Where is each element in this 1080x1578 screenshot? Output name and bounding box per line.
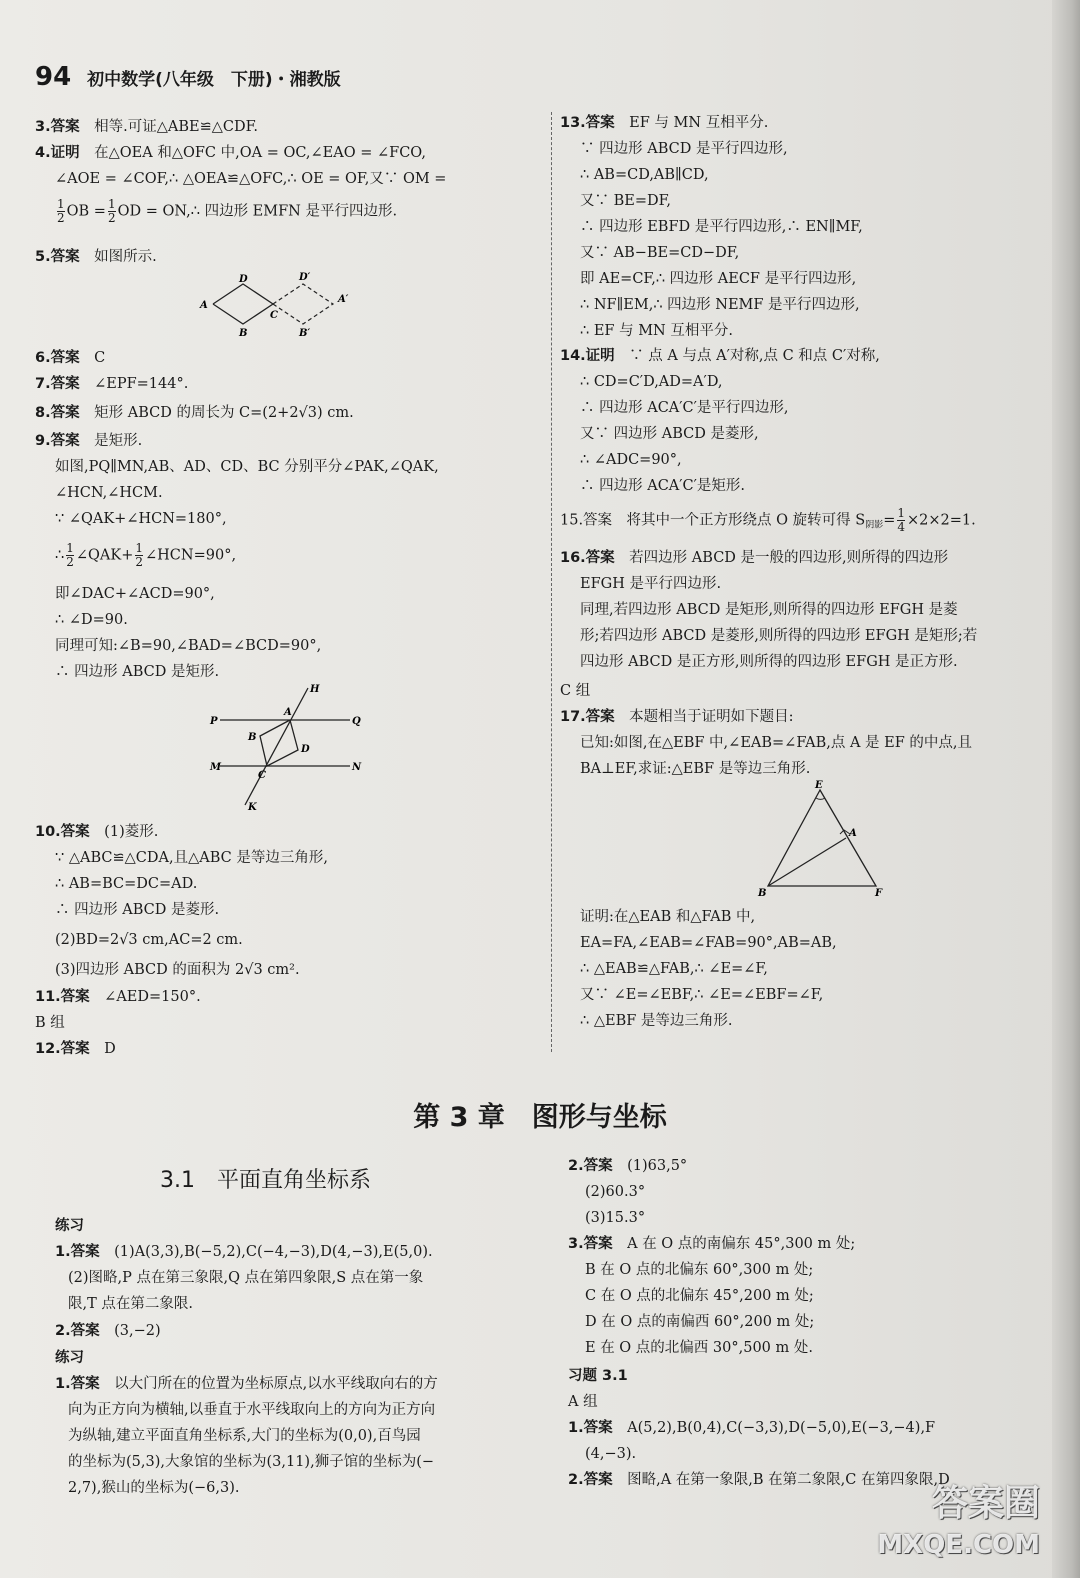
book-spine-shadow: [1052, 0, 1080, 1578]
answer-line: 证明:在△EAB 和△FAB 中,: [580, 909, 756, 925]
answer-line: 14.证明 ∵ 点 A 与点 A′对称,点 C 和点 C′对称,: [560, 348, 880, 364]
answer-line: 形;若四边形 ABCD 是菱形,则所得的四边形 EFGH 是矩形;若: [580, 628, 978, 644]
page-header: [35, 62, 341, 92]
answer-line: ∴ 四边形 EBFD 是平行四边形,∴ EN∥MF,: [580, 219, 863, 235]
answer-line: (2)图略,P 点在第三象限,Q 点在第四象限,S 点在第一象: [68, 1270, 424, 1286]
fig9-label: K: [248, 802, 257, 813]
fraction-line: $\frac{1}{2}$ OB = $\frac{1}{2}$ OD = ON,∴ 四边形 EMFN 是平行四边形.: [57, 197, 398, 225]
answer-line: B 在 O 点的北偏东 60°,300 m 处;: [585, 1262, 814, 1278]
answer-line: ∴ 四边形 ACA′C′是矩形.: [580, 478, 746, 494]
watermark-url: MXQE.COM: [877, 1530, 1040, 1560]
answer-line: 限,T 点在第二象限.: [68, 1296, 193, 1312]
answer-line: 12.答案 D: [35, 1041, 116, 1057]
answer-line: EFGH 是平行四边形.: [580, 576, 722, 592]
answer-line: (2)60.3°: [585, 1184, 646, 1200]
answer-line: 1.答案 (1)A(3,3),B(−5,2),C(−4,−3),D(4,−3),E(5,0).: [55, 1244, 433, 1260]
answer-line: ∴ △EAB≌△FAB,∴ ∠E=∠F,: [580, 961, 768, 977]
fig17-label: B: [758, 888, 767, 899]
fraction-line: ∴ $\frac{1}{2}$ ∠QAK+ $\frac{1}{2}$ ∠HCN=90°,: [55, 541, 237, 569]
answer-line: 2,7),猴山的坐标为(−6,3).: [68, 1480, 240, 1496]
fig17-label: F: [875, 888, 883, 899]
fig9-label: D: [301, 744, 310, 755]
answer-line: 2.答案 (1)63,5°: [568, 1158, 688, 1174]
fig9-label: N: [352, 762, 362, 773]
page-number: 94: [35, 62, 72, 92]
exercise-heading: 练习: [55, 1218, 84, 1234]
section-title: 3.1 平面直角坐标系: [160, 1168, 371, 1193]
fig9-label: A: [284, 707, 292, 718]
fraction: $\frac{1}{2}$: [135, 541, 144, 569]
answer-line: 1.答案 以大门所在的位置为坐标原点,以水平线取向右的方: [55, 1376, 438, 1392]
answer-line: 17.答案 本题相当于证明如下题目:: [560, 709, 794, 725]
book-title: 初中数学(八年级 下册)・湘教版: [87, 70, 341, 90]
answer-line: (2)BD=2√3 cm,AC=2 cm.: [55, 932, 243, 948]
exercise-heading: 习题 3.1: [568, 1368, 628, 1384]
triangle-figure: [750, 778, 890, 903]
answer-line: 四边形 ABCD 是正方形,则所得的四边形 EFGH 是正方形.: [580, 654, 958, 670]
fraction: $\frac{1}{2}$: [57, 197, 65, 225]
answer-line: (4,−3).: [585, 1446, 637, 1462]
answer-line: ∴ CD=C′D,AD=A′D,: [580, 374, 723, 390]
answer-line: 即∠DAC+∠ACD=90°,: [55, 586, 215, 602]
answer-line: (3)15.3°: [585, 1210, 646, 1226]
answer-line: ∴ EF 与 MN 互相平分.: [580, 323, 733, 339]
exercise-heading: 练习: [55, 1350, 84, 1366]
answer-line: 1.答案 A(5,2),B(0,4),C(−3,3),D(−5,0),E(−3,−4),F: [568, 1420, 936, 1436]
answer-line: 为纵轴,建立平面直角坐标系,大门的坐标为(0,0),百鸟园: [68, 1428, 421, 1444]
answer-line: BA⊥EF,求证:△EBF 是等边三角形.: [580, 761, 811, 777]
answer-line: 向为正方向为横轴,以垂直于水平线取向上的方向为正方向: [68, 1402, 436, 1418]
answer-line: E 在 O 点的北偏西 30°,500 m 处.: [585, 1340, 813, 1356]
answer-line: 的坐标为(5,3),大象馆的坐标为(3,11),狮子馆的坐标为(−: [68, 1454, 434, 1470]
answer-line: 5.答案 如图所示.: [35, 249, 157, 265]
fraction: $\frac{1}{2}$: [107, 197, 116, 225]
group-label: A 组: [568, 1394, 598, 1410]
answer-line: ∴ △EBF 是等边三角形.: [580, 1013, 733, 1029]
answer-line: 同理,若四边形 ABCD 是矩形,则所得的四边形 EFGH 是菱: [580, 602, 958, 618]
answer-line: 13.答案 EF 与 MN 互相平分.: [560, 115, 769, 131]
fraction: $\frac{1}{4}$: [897, 506, 906, 534]
fig9-label: B: [248, 732, 257, 743]
answer-line: ∴ AB=CD,AB∥CD,: [580, 167, 709, 183]
answer-line: ∴ NF∥EM,∴ 四边形 NEMF 是平行四边形,: [580, 297, 860, 313]
fig5-label: C: [270, 310, 278, 321]
answer-line: D 在 O 点的南偏西 60°,200 m 处;: [585, 1314, 815, 1330]
answer-line: 同理可知:∠B=90,∠BAD=∠BCD=90°,: [55, 638, 322, 654]
answer-line: 3.答案 A 在 O 点的南偏东 45°,300 m 处;: [568, 1236, 856, 1252]
answer-line: 又∵ AB−BE=CD−DF,: [580, 245, 740, 261]
answer-line: 如图,PQ∥MN,AB、AD、CD、BC 分别平分∠PAK,∠QAK,: [55, 459, 439, 475]
answer-line: 8.答案 矩形 ABCD 的周长为 C=(2+2√3) cm.: [35, 405, 354, 421]
answer-line: EA=FA,∠EAB=∠FAB=90°,AB=AB,: [580, 935, 837, 951]
fig17-label: E: [815, 780, 823, 791]
answer-line: ∴ 四边形 ACA′C′是平行四边形,: [580, 400, 789, 416]
fig5-label: B′: [299, 328, 311, 339]
answer-line: 已知:如图,在△EBF 中,∠EAB=∠FAB,点 A 是 EF 的中点,且: [580, 735, 973, 751]
fig5-label: D: [239, 274, 248, 285]
answer-line-q15: 15.答案 将其中一个正方形绕点 O 旋转可得 $S_{阴影}=$ $\frac{1}{4}$ ×2×2=1.: [560, 506, 976, 534]
answer-line: 16.答案 若四边形 ABCD 是一般的四边形,则所得的四边形: [560, 550, 949, 566]
parallel-lines-figure: [200, 680, 380, 820]
answer-line: ∴ 四边形 ABCD 是矩形.: [55, 664, 220, 680]
fig5-label: A: [200, 300, 208, 311]
answer-line: ∵ ∠QAK+∠HCN=180°,: [55, 511, 227, 527]
answer-line: 3.答案 相等.可证△ABE≌△CDF.: [35, 119, 259, 135]
answer-line: 9.答案 是矩形.: [35, 433, 143, 449]
fig5-label: A′: [338, 294, 349, 305]
answer-line: ∴ ∠ADC=90°,: [580, 452, 682, 468]
answer-line: 7.答案 ∠EPF=144°.: [35, 376, 189, 392]
answer-line: 4.证明 在△OEA 和△OFC 中,OA = OC,∠EAO = ∠FCO,: [35, 145, 426, 161]
fig9-label: P: [210, 716, 218, 727]
fraction: $\frac{1}{2}$: [66, 541, 74, 569]
answer-line: C 在 O 点的北偏东 45°,200 m 处;: [585, 1288, 814, 1304]
answer-line: 2.答案 图略,A 在第一象限,B 在第二象限,C 在第四象限,D: [568, 1472, 950, 1488]
answer-line: 10.答案 (1)菱形.: [35, 824, 159, 840]
answer-line: ∴ ∠D=90.: [55, 612, 128, 628]
answer-line: ∵ 四边形 ABCD 是平行四边形,: [580, 141, 788, 157]
answer-line: 11.答案 ∠AED=150°.: [35, 989, 201, 1005]
answer-line: (3)四边形 ABCD 的面积为 2√3 cm².: [55, 962, 300, 978]
answer-line: ∠HCN,∠HCM.: [55, 485, 163, 501]
answer-line: ∴ 四边形 ABCD 是菱形.: [55, 902, 220, 918]
fig5-label: D′: [299, 272, 311, 283]
answer-line: 又∵ 四边形 ABCD 是菱形,: [580, 426, 759, 442]
group-label: C 组: [560, 683, 591, 699]
column-divider: [551, 112, 552, 1052]
chapter-title: 第 3 章 图形与坐标: [413, 1102, 667, 1133]
answer-line: 又∵ BE=DF,: [580, 193, 672, 209]
fig5-label: B: [239, 328, 248, 339]
answer-line: 2.答案 (3,−2): [55, 1323, 161, 1339]
answer-line: ∴ AB=BC=DC=AD.: [55, 876, 198, 892]
fig17-label: A: [849, 828, 857, 839]
answer-line: 即 AE=CF,∴ 四边形 AECF 是平行四边形,: [580, 271, 857, 287]
answer-line: ∵ △ABC≌△CDA,且△ABC 是等边三角形,: [55, 850, 328, 866]
answer-line: 又∵ ∠E=∠EBF,∴ ∠E=∠EBF=∠F,: [580, 987, 824, 1003]
watermark-logo: 答案圈: [931, 1483, 1040, 1524]
rhombus-figure: [195, 270, 375, 345]
fig9-label: Q: [352, 716, 361, 727]
answer-line: ∠AOE = ∠COF,∴ △OEA≌△OFC,∴ OE = OF,又∵ OM =: [55, 171, 447, 187]
group-label: B 组: [35, 1015, 65, 1031]
fig9-label: M: [210, 762, 222, 773]
answer-line: 6.答案 C: [35, 350, 106, 366]
fig9-label: H: [310, 684, 320, 695]
fig9-label: C: [258, 770, 266, 781]
